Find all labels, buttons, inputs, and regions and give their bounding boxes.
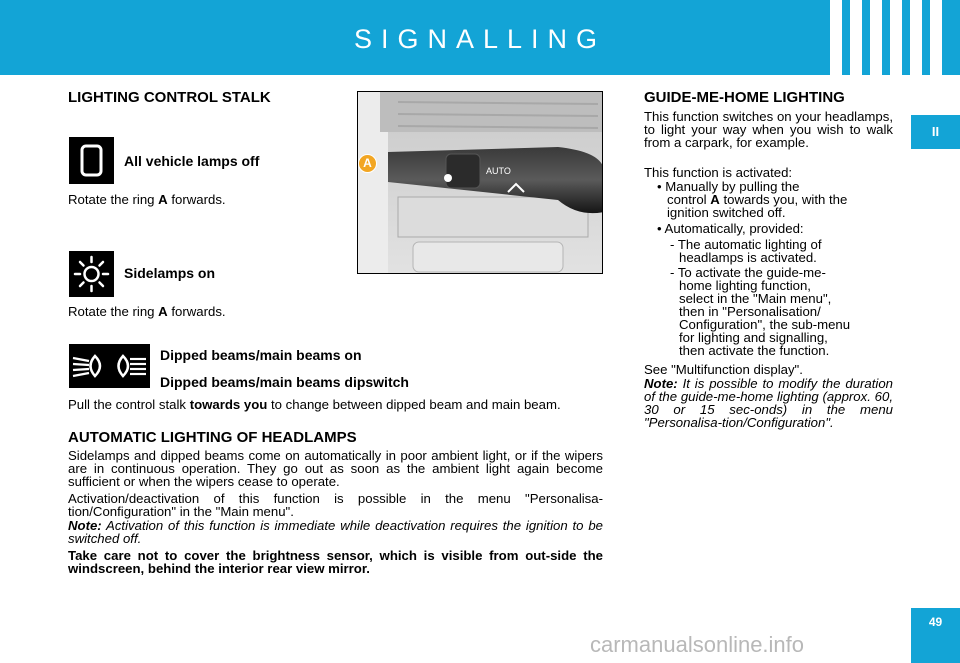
dipped-main-beam-icon (69, 344, 150, 388)
guide-dash2-line5: Configuration", the sub-menu (679, 317, 851, 332)
automatic-paragraph-2: Activation/deactivation of this function is possible in the menu "Personalisa-tion/Configuration" in the "Main menu". (68, 491, 603, 519)
guide-intro: This function switches on your headlamps, to light your way when you wish to walk from a carpark, for example. (644, 109, 893, 150)
automatic-paragraph-1: Sidelamps and dipped beams come on automatically in poor ambient light, or if the wipers are in continuous operation. They go out as soon as the ambient light again become sufficient or when the wipers cease to operate. (68, 448, 603, 489)
heading-dipped-on: Dipped beams/main beams on (160, 347, 362, 363)
lighting-stalk-photo (357, 91, 603, 274)
guide-bullet-manual-1: • Manually by pulling the (657, 179, 800, 194)
guide-dash2-line3: select in the "Main menu", (679, 291, 832, 306)
heading-sidelamps-on: Sidelamps on (124, 265, 216, 281)
page-number: 49 (911, 608, 960, 663)
header-stripes (830, 0, 960, 75)
heading-all-lamps-off: All vehicle lamps off (124, 153, 260, 169)
guide-dash2-line2: home lighting function, (679, 278, 811, 293)
sidelamps-instruction: Rotate the ring A forwards. (68, 304, 226, 319)
guide-dash2-line1: - To activate the guide-me- (670, 265, 826, 280)
page-title: SIGNALLING (353, 24, 607, 54)
guide-dash2-line7: then activate the function. (679, 343, 830, 358)
guide-dash1-line1: - The automatic lighting of (670, 237, 822, 252)
automatic-note: Note: Activation of this function is immediate while deactivation requires the ignition to be switched off. (68, 518, 603, 546)
guide-dash2-line4: then in "Personalisation/ (679, 304, 821, 319)
watermark: carmanualsonline.info (590, 632, 805, 657)
svg-text:AUTO: AUTO (486, 166, 511, 176)
guide-bullet-manual-3: ignition switched off. (667, 205, 786, 220)
page-header (0, 0, 960, 75)
section-title-automatic: AUTOMATIC LIGHTING OF HEADLAMPS (68, 429, 357, 446)
guide-bullet-manual-2: control A towards you, with the (667, 192, 848, 207)
chapter-tab: II (911, 115, 960, 149)
section-title-guide-me-home: GUIDE-ME-HOME LIGHTING (644, 89, 845, 106)
sidelamps-icon (69, 251, 114, 297)
guide-activated: This function is activated: (644, 165, 793, 180)
heading-dipswitch: Dipped beams/main beams dipswitch (160, 374, 409, 390)
guide-note: Note: It is possible to modify the duration of the guide-me-home lighting (approx. 60, 30 or 15 sec-onds) in the menu "Personalisa-tion/Configuration". (644, 376, 893, 430)
guide-see-multifunction: See "Multifunction display". (644, 362, 803, 377)
ring-a-label: A (358, 154, 377, 173)
brightness-sensor-warning: Take care not to cover the brightness sensor, which is visible from out-side the windscreen, behind the interior rear view mirror. (68, 548, 603, 576)
guide-dash1-line2: headlamps is activated. (679, 250, 817, 265)
dipped-instruction: Pull the control stalk towards you to change between dipped beam and main beam. (68, 397, 561, 412)
guide-bullet-auto: • Automatically, provided: (657, 221, 804, 236)
lamps-off-icon (69, 137, 114, 184)
all-off-instruction: Rotate the ring A forwards. (68, 192, 226, 207)
section-title-lighting-control: LIGHTING CONTROL STALK (68, 89, 271, 106)
guide-dash2-line6: for lighting and signalling, (679, 330, 828, 345)
